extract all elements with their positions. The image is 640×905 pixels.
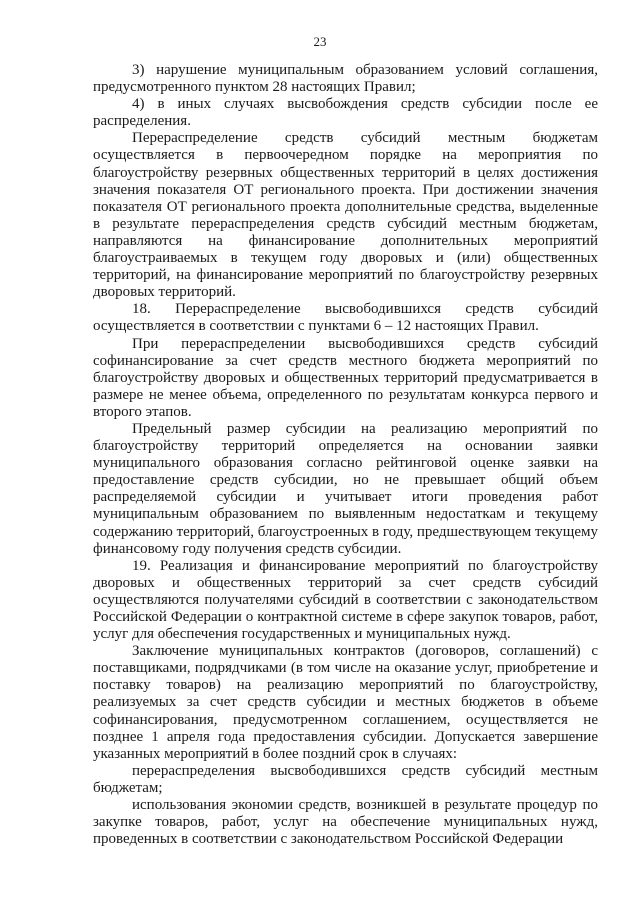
page-number: 23 <box>313 34 327 49</box>
paragraph-redistribution-priority: Перераспределение средств субсидий местным бюджетам осуществляется в первоочередном порядке на мероприятия по благоустройству резервных общественных территорий в целях достижения значения показателя ОТ регионального проекта. При достижении значения показателя ОТ регионального проекта дополнительные средства, выделенные в результате перераспределения средств субсидий местным бюджетам, направляются на финансирование дополнительных мероприятий благоустраиваемых в текущем году дворовых и (или) общественных территорий, на финансирование мероприятий по благоустройству резервных дворовых территорий. <box>93 130 598 301</box>
paragraph-cofinancing: При перераспределении высвободившихся средств субсидий софинансирование за счет средств местного бюджета мероприятий по благоустройству дворовых и общественных территорий предусматривается в размере не менее объема, определенного по результатам конкурса первого и второго этапов. <box>93 335 598 420</box>
paragraph-item-4: 4) в иных случаях высвобождения средств субсидии после ее распределения. <box>93 96 598 130</box>
paragraph-item-3: 3) нарушение муниципальным образованием условий соглашения, предусмотренного пунктом 28 настоящих Правил; <box>93 62 598 96</box>
paragraph-case-redistribution: перераспределения высвободившихся средств субсидий местным бюджетам; <box>93 762 598 796</box>
paragraph-case-savings: использования экономии средств, возникшей в результате процедур по закупке товаров, работ, услуг на обеспечение муниципальных нужд, проведенных в соответствии с законодательством Российской Федерации <box>93 797 598 848</box>
paragraph-subsidy-limit: Предельный размер субсидии на реализацию мероприятий по благоустройству территорий определяется на основании заявки муниципального образования согласно рейтинговой оценке заявки на предоставление средств субсидии, но не превышает общий объем распределяемой субсидии и учитывает итоги проведения работ муниципальным образованием по выявленным недостаткам и текущему содержанию территорий, благоустроенных в году, предшествующем текущему финансовому году получения средств субсидии. <box>93 420 598 557</box>
paragraph-clause-19: 19. Реализация и финансирование мероприятий по благоустройству дворовых и общественных территорий за счет средств субсидий осуществляются получателями субсидий в соответствии с законодательством Российской Федерации о контрактной системе в сфере закупок товаров, работ, услуг для обеспечения государственных и муниципальных нужд. <box>93 557 598 643</box>
document-body <box>93 62 598 848</box>
paragraph-clause-18: 18. Перераспределение высвободившихся средств субсидий осуществляется в соответствии с пунктами 6 – 12 настоящих Правил. <box>93 301 598 335</box>
paragraph-contracts: Заключение муниципальных контрактов (договоров, соглашений) с поставщиками, подрядчиками (в том числе на оказание услуг, приобретение и поставку товаров) на реализацию мероприятий по благоустройству, реализуемых за счет средств субсидии и местных бюджетов в объеме софинансирования, предусмотренном соглашением, осуществляется не позднее 1 апреля года предоставления субсидии. Допускается завершение указанных мероприятий в более поздний срок в случаях: <box>93 643 598 762</box>
